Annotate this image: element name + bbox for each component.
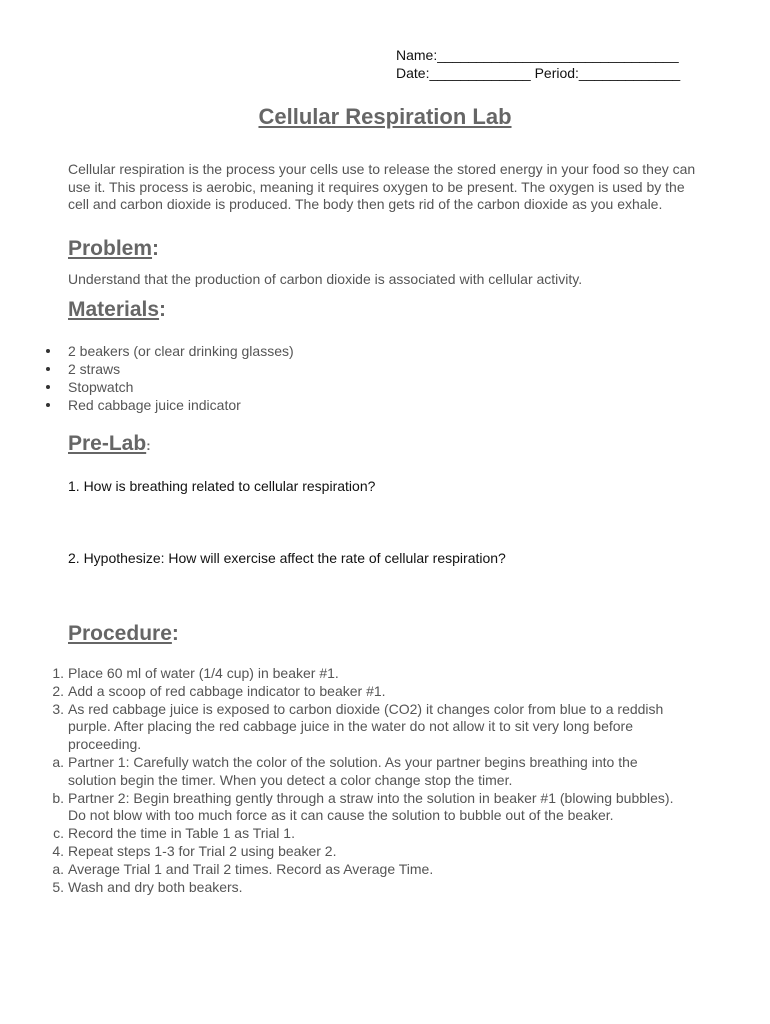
procedure-heading-text: Procedure xyxy=(68,622,172,645)
step-text: Add a scoop of red cabbage indicator to beaker #1. xyxy=(68,682,386,699)
materials-heading xyxy=(68,298,166,322)
step-marker: 5. xyxy=(52,878,64,895)
bullet-icon xyxy=(46,385,50,389)
document-title: Cellular Respiration Lab xyxy=(258,104,512,129)
date-period-field[interactable]: Date:_____________ Period:_____________ xyxy=(396,65,681,81)
materials-list xyxy=(0,342,294,414)
problem-text: Understand that the production of carbon dioxide is associated with cellular activity. xyxy=(68,271,583,287)
bullet-icon xyxy=(46,403,50,407)
procedure-step xyxy=(0,861,688,879)
step-marker: b. xyxy=(52,789,64,806)
step-marker: a. xyxy=(52,753,64,770)
procedure-step xyxy=(0,790,688,826)
student-info-fields xyxy=(396,46,680,82)
material-item-label: Red cabbage juice indicator xyxy=(68,397,241,413)
step-text: As red cabbage juice is exposed to carbon dioxide (CO2) it changes color from blue to a reddish purple. After placing the red cabbage juice in the water do not allow it to sit very long before proceeding. xyxy=(68,700,664,753)
step-marker: 3. xyxy=(52,700,64,717)
problem-heading-colon: : xyxy=(152,237,160,260)
materials-heading-colon: : xyxy=(159,298,167,321)
procedure-heading xyxy=(68,622,179,646)
bullet-icon xyxy=(46,367,50,371)
name-field[interactable]: Name:_______________________________ xyxy=(396,47,679,63)
prelab-heading xyxy=(68,432,151,456)
step-text: Wash and dry both beakers. xyxy=(68,878,243,895)
list-item xyxy=(0,378,294,396)
step-marker: 4. xyxy=(52,842,64,859)
prelab-question-1: 1. How is breathing related to cellular respiration? xyxy=(68,478,376,494)
procedure-step xyxy=(0,683,688,701)
list-item xyxy=(0,360,294,378)
list-item xyxy=(0,396,294,414)
material-item-label: Stopwatch xyxy=(68,379,134,395)
problem-heading xyxy=(68,237,159,261)
materials-heading-text: Materials xyxy=(68,298,160,321)
step-text: Partner 1: Carefully watch the color of the solution. As your partner begins breathing into the solution begin the timer. When you detect a color change stop the timer. xyxy=(68,753,638,788)
material-item-label: 2 beakers (or clear drinking glasses) xyxy=(68,343,294,359)
procedure-step xyxy=(0,701,688,754)
procedure-step xyxy=(0,754,688,790)
prelab-heading-text: Pre-Lab xyxy=(68,432,147,455)
prelab-question-2: 2. Hypothesize: How will exercise affect the rate of cellular respiration? xyxy=(68,550,506,566)
step-marker: 1. xyxy=(52,665,64,681)
step-marker: 2. xyxy=(52,682,64,699)
procedure-heading-colon: : xyxy=(171,622,179,645)
procedure-step xyxy=(0,665,688,683)
step-text: Record the time in Table 1 as Trial 1. xyxy=(68,825,295,842)
step-marker: a. xyxy=(52,860,64,877)
procedure-step xyxy=(0,843,688,861)
bullet-icon xyxy=(46,349,50,353)
material-item-label: 2 straws xyxy=(68,361,121,377)
step-text: Partner 2: Begin breathing gently through a straw into the solution in beaker #1 (blowing bubbles). Do not blow with too much force as it can cause the solution to bubble out of the beaker. xyxy=(68,789,674,824)
procedure-step xyxy=(0,825,688,843)
step-marker: c. xyxy=(53,825,64,842)
step-text: Average Trial 1 and Trail 2 times. Record as Average Time. xyxy=(68,860,434,877)
intro-paragraph: Cellular respiration is the process your cells use to release the stored energy in your food so they can use it. This process is aerobic, meaning it requires oxygen to be present. The oxygen is used by the cell and carbon dioxide is produced. The body then gets rid of the carbon dioxide as you exhale. xyxy=(68,161,696,213)
list-item xyxy=(0,342,294,360)
prelab-heading-colon: : xyxy=(146,438,151,453)
procedure-step xyxy=(0,879,688,897)
problem-heading-text: Problem xyxy=(68,237,153,260)
procedure-list xyxy=(0,665,688,896)
step-text: Repeat steps 1-3 for Trial 2 using beaker 2. xyxy=(68,842,337,859)
step-text: Place 60 ml of water (1/4 cup) in beaker #1. xyxy=(68,665,339,681)
